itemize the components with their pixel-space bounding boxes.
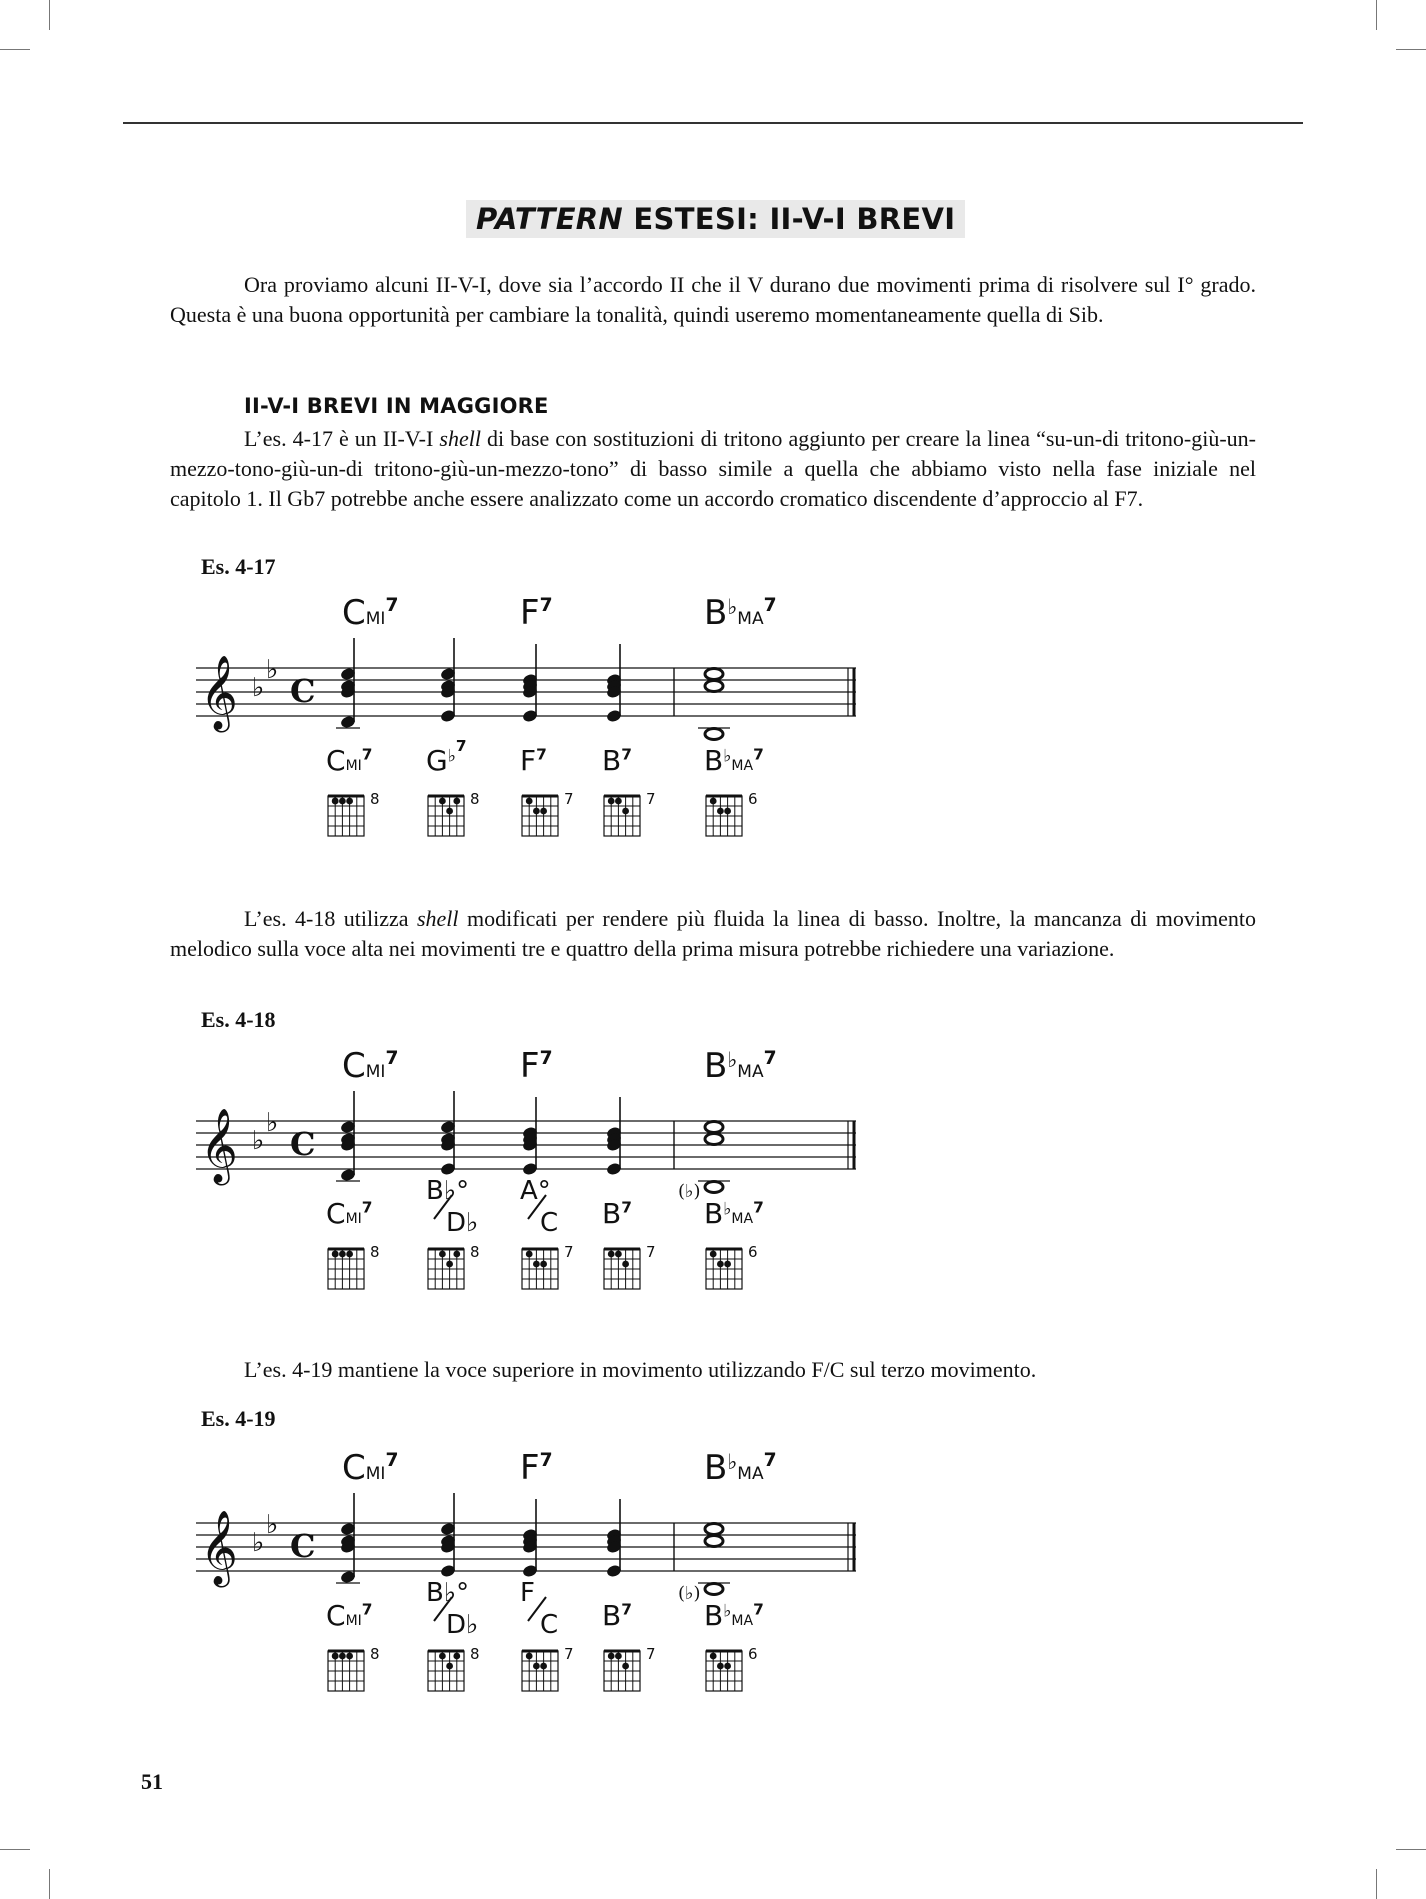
chord-diagram (328, 1243, 380, 1289)
music-notation (190, 593, 870, 896)
svg-text:B7: $B^7$ (602, 1599, 632, 1632)
svg-text:8: 8 (370, 1243, 380, 1261)
flat-icon: ♭ (266, 655, 279, 685)
courtesy-flat-icon: (♭) (678, 1181, 701, 1202)
chord-notes (606, 1499, 623, 1578)
chord-symbol (520, 1448, 553, 1488)
svg-text:8: 8 (470, 1645, 480, 1663)
svg-text:CMI7: CMI$^7$ (326, 744, 373, 777)
svg-text:F7: $F^7$ (520, 1448, 553, 1488)
svg-text:B♭°: B♭° (426, 1176, 470, 1206)
svg-text:7: 7 (646, 790, 656, 808)
svg-text:B♭MA7: $B^♭_{MA}^7$ (704, 744, 764, 777)
example-label: Es. 4-18 (201, 1007, 276, 1032)
chord-symbol (704, 744, 764, 777)
chord-symbol (602, 1599, 632, 1632)
chord-symbol-slash (426, 1176, 478, 1238)
example-label: Es. 4-19 (201, 1406, 276, 1431)
chord-symbol-slash (520, 1176, 558, 1238)
chord-notes (522, 1097, 539, 1176)
svg-text:6: 6 (748, 1645, 758, 1663)
chord-symbol (704, 1197, 764, 1230)
svg-text:7: 7 (564, 1243, 574, 1261)
chord-symbol (704, 593, 777, 633)
chord-symbol (704, 1448, 777, 1488)
svg-text:CMI7: CMI$^7$ (342, 1448, 399, 1488)
treble-clef-icon: 𝄞 (200, 656, 238, 730)
music-example-4-17 (190, 593, 870, 896)
intro-paragraph: Ora proviamo alcuni II-V-I, dove sia l’accordo II che il V durano due movimenti prima di risolvere sul I° grado. Questa è una buona opportunità per cambiare la tonalità, quindi useremo momentaneamente quella di Sib. (170, 272, 1256, 327)
svg-text:B♭MA7: $B^♭_{MA}^7$ (704, 1448, 777, 1488)
chord-diagram (328, 790, 380, 836)
chord-symbol-slash (426, 1578, 478, 1640)
treble-clef-icon: 𝄞 (200, 1109, 238, 1183)
svg-text:B7: $B^7$ (602, 744, 632, 777)
svg-text:B♭MA7: $B^♭_{MA}^7$ (704, 1046, 777, 1086)
chord-symbol (704, 1046, 777, 1086)
paragraph-ex-4-17: L’es. 4-17 è un II-V-I shell di base con sostituzioni di tritono aggiunto per creare la linea “su-un-di tritono-giù-un-mezzo-tono-giù-un-di tritono-giù-un-mezzo-tono” di basso simile a quella che abbiamo visto nella fase iniziale nel capitolo 1. Il Gb7 potrebbe anche essere analizzato come un accordo cromatico discendente d’approccio al F7. (170, 426, 1256, 511)
svg-text:6: 6 (748, 1243, 758, 1261)
chord-diagram (522, 1645, 574, 1691)
music-example-4-19 (190, 1448, 870, 1751)
chord-diagram (428, 1645, 480, 1691)
chord-symbol (326, 1599, 373, 1632)
paragraph-ex-4-19: L’es. 4-19 mantiene la voce superiore in movimento utilizzando F/C sul terzo movimento. (244, 1357, 1037, 1382)
courtesy-flat-icon: (♭) (678, 1583, 701, 1604)
flat-icon: ♭ (266, 1510, 279, 1540)
treble-clef-icon: 𝄞 (200, 1511, 238, 1585)
flat-icon: ♭ (252, 1528, 265, 1558)
chord-diagram (706, 1243, 758, 1289)
music-notation (190, 1046, 870, 1349)
chord-symbol (342, 593, 398, 633)
chord-symbol (520, 593, 553, 633)
svg-text:CMI7: CMI$^7$ (342, 593, 399, 633)
svg-text:F: F (520, 1578, 535, 1608)
svg-text:F7: $F^7$ (520, 1046, 553, 1086)
chord-symbol (520, 1046, 553, 1086)
chord-notes (522, 644, 539, 723)
chord-symbol (520, 744, 547, 777)
chord-diagram (604, 1243, 656, 1289)
chord-diagram (328, 1645, 380, 1691)
chord-symbol (602, 744, 632, 777)
example-label: Es. 4-17 (201, 554, 276, 579)
svg-text:CMI7: CMI$^7$ (326, 1197, 373, 1230)
svg-text:8: 8 (470, 790, 480, 808)
svg-text:G♭7: $G^{♭7}$ (426, 736, 467, 777)
chord-notes (606, 1097, 623, 1176)
common-time-icon: C (290, 1527, 316, 1565)
svg-text:B♭°: B♭° (426, 1578, 470, 1608)
svg-text:7: 7 (564, 790, 574, 808)
chord-diagram (604, 1645, 656, 1691)
chord-symbol (326, 744, 373, 777)
chord-notes (522, 1499, 539, 1578)
svg-text:A°: A° (520, 1176, 551, 1206)
chord-diagram (522, 1243, 574, 1289)
common-time-icon: C (290, 672, 316, 710)
chord-diagram (428, 1243, 480, 1289)
chord-symbol (426, 737, 467, 777)
svg-text:B♭MA7: $B^♭_{MA}^7$ (704, 1599, 764, 1632)
svg-text:C: C (540, 1208, 559, 1238)
music-example-4-18 (190, 1046, 870, 1349)
flat-icon: ♭ (252, 673, 265, 703)
chord-symbol (342, 1448, 398, 1488)
svg-text:7: 7 (564, 1645, 574, 1663)
svg-text:D♭: D♭ (446, 1208, 479, 1238)
music-notation (190, 1448, 870, 1751)
chord-symbol (602, 1197, 632, 1230)
chord-symbol (704, 1599, 764, 1632)
svg-text:7: 7 (646, 1243, 656, 1261)
common-time-icon: C (290, 1125, 316, 1163)
svg-text:F7: $F^7$ (520, 593, 553, 633)
svg-text:8: 8 (370, 1645, 380, 1663)
chord-symbol (342, 1046, 398, 1086)
svg-text:8: 8 (370, 790, 380, 808)
svg-text:6: 6 (748, 790, 758, 808)
chord-notes (440, 1493, 457, 1578)
section-heading: II-V-I BREVI IN MAGGIORE (244, 394, 549, 418)
svg-text:8: 8 (470, 1243, 480, 1261)
header-rule (123, 122, 1303, 124)
chord-diagram (706, 790, 758, 836)
chord-diagram (604, 790, 656, 836)
svg-text:7: 7 (646, 1645, 656, 1663)
svg-text:CMI7: CMI$^7$ (326, 1599, 373, 1632)
svg-text:B♭MA7: $B^♭_{MA}^7$ (704, 593, 777, 633)
flat-icon: ♭ (252, 1126, 265, 1156)
svg-text:CMI7: CMI$^7$ (342, 1046, 399, 1086)
svg-text:F7: $F^7$ (520, 744, 547, 777)
svg-text:C: C (540, 1610, 559, 1640)
chord-diagram (522, 790, 574, 836)
chord-notes (440, 1091, 457, 1176)
chord-notes (606, 644, 623, 723)
page-number: 51 (141, 1769, 163, 1794)
chord-symbol (326, 1197, 373, 1230)
chord-diagram (706, 1645, 758, 1691)
chord-notes (440, 638, 457, 723)
chord-diagram (428, 790, 480, 836)
chord-symbol-slash (520, 1578, 558, 1640)
svg-text:B♭MA7: $B^♭_{MA}^7$ (704, 1197, 764, 1230)
svg-text:D♭: D♭ (446, 1610, 479, 1640)
svg-text:B7: $B^7$ (602, 1197, 632, 1230)
paragraph-ex-4-18: L’es. 4-18 utilizza shell modificati per rendere più fluida la linea di basso. Inoltre, la mancanza di movimento melodico sulla voce alta nei movimenti tre e quattro della prima misura potrebbe richiedere una variazione. (170, 906, 1257, 961)
flat-icon: ♭ (266, 1108, 279, 1138)
page-title: PATTERN ESTESI: II-V-I BREVI (466, 200, 965, 238)
